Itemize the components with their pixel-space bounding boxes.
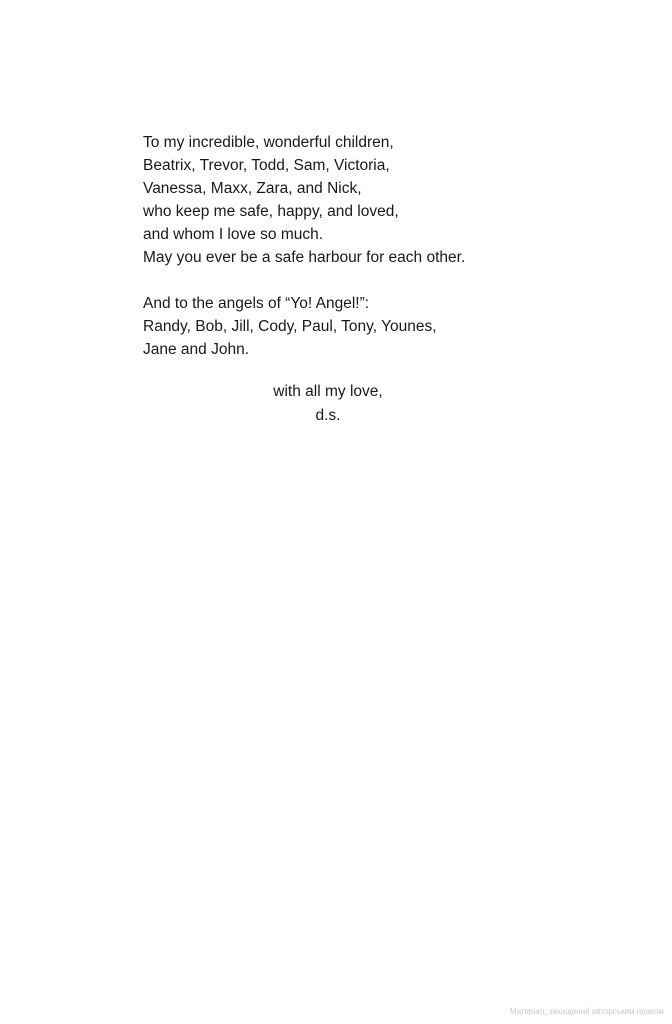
dedication-stanza-children <box>143 131 563 269</box>
dedication-block <box>143 131 563 361</box>
dedication-line: Beatrix, Trevor, Todd, Sam, Victoria, <box>143 157 390 174</box>
dedication-stanza-angels <box>143 292 563 361</box>
dedication-line: Jane and John. <box>143 341 250 358</box>
dedication-line: Vanessa, Maxx, Zara, and Nick, <box>143 180 362 197</box>
dedication-line: To my incredible, wonderful children, <box>143 134 394 151</box>
signature-initials: d.s. <box>315 406 341 424</box>
signoff-line: with all my love, <box>273 383 383 400</box>
dedication-line: who keep me safe, happy, and loved, <box>143 203 399 220</box>
signoff-block <box>143 380 513 427</box>
dedication-line: May you ever be a safe harbour for each other. <box>143 249 466 266</box>
dedication-line: And to the angels of “Yo! Angel!”: <box>143 295 370 312</box>
dedication-line: and whom I love so much. <box>143 226 324 243</box>
dedication-line: Randy, Bob, Jill, Cody, Paul, Tony, Younes, <box>143 318 437 335</box>
copyright-watermark: Матеріал, захищений авторським правом <box>509 1007 664 1016</box>
